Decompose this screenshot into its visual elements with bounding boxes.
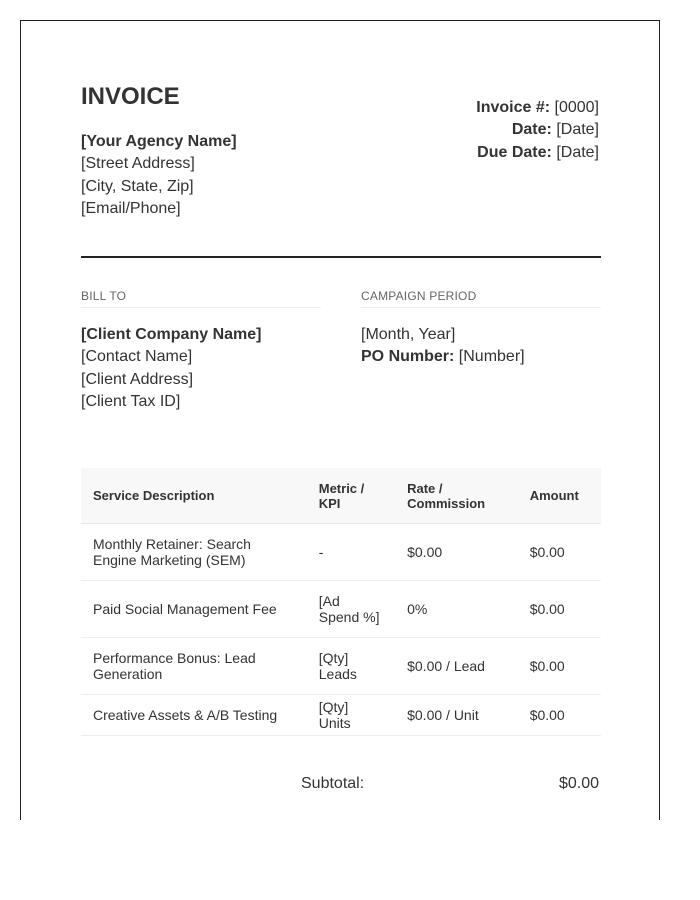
po-number-row: [361, 346, 601, 368]
agency-contact: [Email/Phone]: [81, 200, 181, 218]
invoice-date-value: [Date]: [556, 121, 599, 139]
agency-street: [Street Address]: [81, 155, 195, 173]
agency-city: [City, State, Zip]: [81, 177, 194, 195]
invoice-meta: [476, 97, 599, 164]
agency-info: [81, 131, 237, 221]
header-amount: Amount: [518, 468, 601, 524]
row-description: Creative Assets & A/B Testing: [81, 695, 307, 736]
row-rate: 0%: [395, 581, 518, 638]
row-rate: $0.00 / Unit: [395, 695, 518, 736]
table-row: [81, 638, 601, 695]
header-divider: [81, 256, 601, 258]
row-amount: $0.00: [518, 638, 601, 695]
due-date-row: [476, 142, 599, 164]
row-amount: $0.00: [518, 695, 601, 736]
invoice-number-value: [0000]: [554, 99, 599, 116]
agency-name: [Your Agency Name]: [81, 133, 237, 150]
invoice-date-label: Date:: [511, 121, 552, 139]
bill-to-heading: BILL TO: [81, 289, 321, 308]
row-description: Performance Bonus: Lead Generation: [81, 638, 307, 695]
client-tax-id: [Client Tax ID]: [81, 393, 181, 411]
row-amount: $0.00: [518, 581, 601, 638]
client-address: [Client Address]: [81, 370, 194, 388]
row-metric: [Qty] Units: [307, 695, 395, 736]
po-number-label: PO Number:: [361, 348, 455, 366]
client-company: [Client Company Name]: [81, 326, 262, 343]
invoice-date-row: [476, 119, 599, 141]
row-description: Monthly Retainer: Search Engine Marketing (SEM): [81, 524, 307, 581]
table-row: [81, 524, 601, 581]
row-metric: [Ad Spend %]: [307, 581, 395, 638]
bill-to-body: [81, 324, 321, 414]
invoice-sheet: [20, 20, 660, 820]
due-date-value: [Date]: [556, 143, 599, 161]
table-header-row: [81, 468, 601, 524]
campaign-period-value: [Month, Year]: [361, 326, 456, 343]
subtotal-value: $0.00: [558, 775, 599, 792]
row-rate: $0.00 / Lead: [395, 638, 518, 695]
table-row: [81, 695, 601, 736]
row-amount: $0.00: [518, 524, 601, 581]
subtotal-label: Subtotal:: [301, 775, 365, 792]
campaign-period-heading: CAMPAIGN PERIOD: [361, 289, 601, 308]
po-number-value: [Number]: [458, 348, 525, 366]
campaign-period-body: [361, 324, 601, 369]
invoice-title: INVOICE: [81, 83, 180, 110]
client-contact: [Contact Name]: [81, 348, 193, 366]
header-rate-commission: Rate / Commission: [395, 468, 518, 524]
table-row: [81, 581, 601, 638]
bill-to-block: [81, 289, 321, 414]
due-date-label: Due Date:: [477, 143, 552, 161]
row-metric: -: [307, 524, 395, 581]
header-service-description: Service Description: [81, 468, 307, 524]
invoice-number-label: Invoice #:: [476, 99, 551, 116]
header-metric-kpi: Metric / KPI: [307, 468, 395, 524]
services-table: [81, 468, 601, 736]
row-description: Paid Social Management Fee: [81, 581, 307, 638]
invoice-number-row: [476, 97, 599, 119]
campaign-period-block: [361, 289, 601, 369]
row-metric: [Qty] Leads: [307, 638, 395, 695]
row-rate: $0.00: [395, 524, 518, 581]
